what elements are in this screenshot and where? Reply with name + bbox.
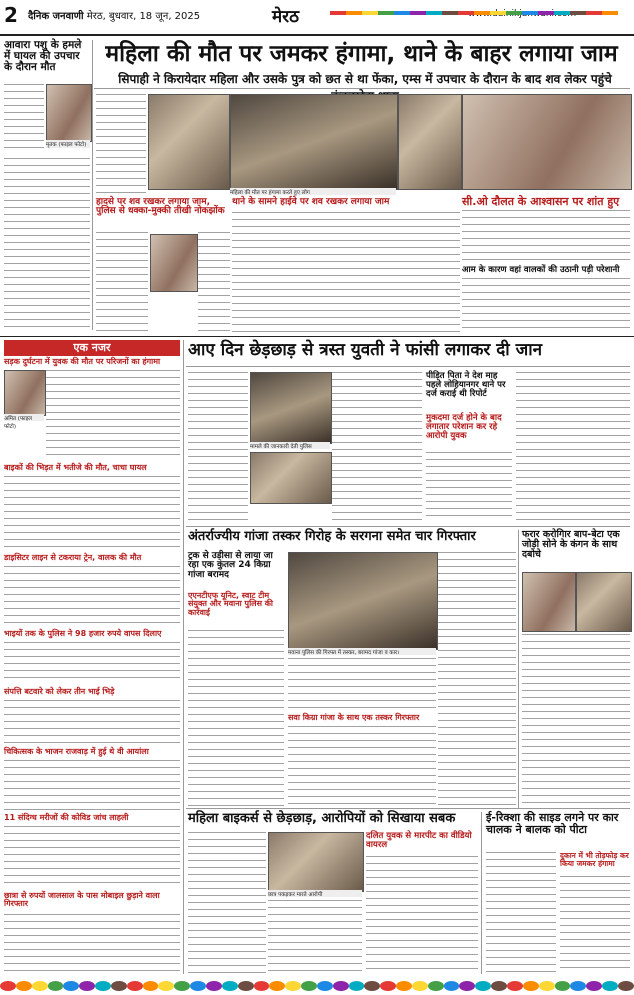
mid-text-col1: [188, 372, 248, 522]
bike-text-3: [366, 856, 478, 974]
main-photo-3: [398, 94, 462, 190]
side-story-text: [426, 452, 512, 522]
color-swatch: [570, 11, 586, 15]
color-swatch: [602, 11, 618, 15]
color-swatch: [444, 981, 460, 991]
color-swatch: [396, 981, 412, 991]
lower-divider: [186, 808, 630, 809]
color-swatch: [16, 981, 32, 991]
color-swatch: [442, 11, 458, 15]
bike-headline: महिला बाइकर्स से छेड़छाड़, आरोपियों को सिखाया सबक: [188, 811, 456, 826]
ek-nazar-item-1: सड़क दुर्घटना में युवक की मौत पर परिजनों का हंगामा: [4, 357, 161, 366]
color-swatch: [538, 11, 554, 15]
main-photo-1: [148, 94, 230, 190]
section-divider: [0, 336, 634, 337]
right-photo: [462, 94, 632, 190]
ek-nazar-item-3: डाइसिटर लाइन से टकराया ट्रेन, वालक की मौत: [4, 553, 142, 562]
ek-nazar-text-4: [4, 642, 180, 684]
color-swatch: [63, 981, 79, 991]
color-swatch: [301, 981, 317, 991]
color-swatch: [378, 11, 394, 15]
color-swatch: [618, 981, 634, 991]
father-son-text: [522, 634, 630, 806]
color-swatch: [254, 981, 270, 991]
color-strip-bottom: [0, 976, 634, 988]
column-rule-4: [481, 812, 482, 974]
left-story-text: [4, 84, 44, 154]
main-text-col1: [96, 94, 146, 194]
main-photo-2: [230, 94, 398, 190]
ek-nazar-text-5: [4, 700, 180, 744]
color-swatch: [380, 981, 396, 991]
ek-nazar-item-7: 11 संदिग्ध मरीजों की कोविड जांच लाहली: [4, 813, 129, 822]
color-swatch: [570, 981, 586, 991]
father-son-headline: फरार करोगिार बाप-बेटा एक जोड़ी सोने के कंगन के साथ दबोचे: [522, 529, 620, 560]
page-header: [0, 0, 634, 36]
right-story-body: [462, 278, 630, 332]
color-swatch: [111, 981, 127, 991]
color-swatch: [555, 981, 571, 991]
ganja-headline: अंतर्राज्यीय गांजा तस्कर गिरोह के सरगना समेत चार गिरफ्तार: [188, 529, 476, 544]
ganja-caption: मवाना पुलिस की गिरफ्त में तस्कर, बरामद गांजा व कार।: [288, 648, 436, 655]
ganja-text-1: [188, 630, 284, 806]
ek-nazar-text-6: [4, 760, 180, 810]
color-swatch: [158, 981, 174, 991]
ek-nazar-item-2: बाइकों की भिड़त में भतीजे की मौत, चाचा घायल: [4, 463, 147, 472]
ek-nazar-text-2: [4, 476, 180, 550]
page-number: 2: [4, 3, 18, 27]
ek-nazar-title: एक नजर: [4, 340, 180, 356]
ek-nazar-item-8: छात्रा से रुपयों जालसाल के पास मोबाइल छुड़ाने वाला गिरफ्तार: [4, 891, 160, 909]
color-swatch: [364, 981, 380, 991]
mid-rule: [186, 366, 630, 367]
color-swatch: [459, 981, 475, 991]
color-swatch: [317, 981, 333, 991]
color-swatch: [346, 11, 362, 15]
color-swatch: [539, 981, 555, 991]
color-swatch: [333, 981, 349, 991]
color-swatch: [127, 981, 143, 991]
ek-nazar-text-7: [4, 826, 180, 888]
color-swatch: [330, 11, 346, 15]
color-swatch: [586, 11, 602, 15]
bike-text-2: [268, 900, 362, 974]
ek-nazar-column: [4, 358, 180, 974]
ek-nazar-text-3: [4, 566, 180, 626]
color-swatch: [491, 981, 507, 991]
main-subhead: सिपाही ने किरायेदार महिला और उसके पुत्र को छत से था फेंका, एम्स में उपचार के दौरान के बाद शव लेकर पहुंचे: [118, 72, 612, 86]
color-swatch: [586, 981, 602, 991]
color-swatch: [222, 981, 238, 991]
ek-nazar-item-4: भाइयों तक के पुलिस ने 98 हजार रुपये वापस दिलाए: [4, 629, 162, 638]
color-swatch: [32, 981, 48, 991]
left-story-body: [4, 158, 90, 330]
ganja-photo: [288, 552, 438, 650]
color-swatch: [490, 11, 506, 15]
color-swatch: [349, 981, 365, 991]
city-title: मेरठ: [272, 7, 299, 27]
color-swatch: [426, 11, 442, 15]
side-story-subhead: मुकदमा दर्ज होने के बाद लगातार परेशान कर रहे आरोपी युवक: [426, 413, 502, 441]
color-swatch: [602, 981, 618, 991]
ganja-subhead: ट्रक से उड़ीसा से लाया जा रहा एक कुंतल 24 किग्रा गांजा बरामद: [188, 551, 273, 580]
column-rule: [92, 40, 93, 330]
color-swatch: [475, 981, 491, 991]
color-swatch: [523, 981, 539, 991]
ganja-subhead-2: एएनटीएफ यूनिट, स्वाट टीम संयुक्त और मवाना पुलिस की कार्रवाई: [188, 591, 273, 617]
main-rule: [94, 88, 630, 89]
main-photo-caption: महिला की मौत पर हंगामा करते हुए लोग: [230, 188, 396, 195]
ganja-subhead-3: सवा किग्रा गांजा के साथ एक तस्कर गिरफ्तार: [288, 713, 420, 722]
ek-nazar-photo: [4, 370, 46, 416]
main-text-col4: [232, 212, 460, 332]
color-swatch: [428, 981, 444, 991]
color-swatch: [95, 981, 111, 991]
right-story-headline: सी.ओ दौलत के आश्वासन पर शांत हुए: [462, 195, 620, 208]
side-story-headline: पीड़ित पिता ने देश माह पहले लोहियानगर थाने पर दर्ज कराई थी रिपोर्ट: [426, 371, 506, 399]
color-swatch: [394, 11, 410, 15]
ek-nazar-text-8: [4, 914, 180, 972]
mid-text-col2: [332, 372, 422, 522]
color-swatch: [474, 11, 490, 15]
color-swatch: [238, 981, 254, 991]
color-swatch: [269, 981, 285, 991]
erickshaw-headline: ई-रिक्शा की साइड लगने पर कार चालक ने बालक को पीटा: [486, 811, 619, 836]
color-swatch: [285, 981, 301, 991]
ganja-text-3: [288, 726, 436, 806]
ek-nazar-caption: अमित (फाइल फोटो): [4, 414, 44, 421]
main-text-col3: [198, 232, 230, 332]
color-swatch: [48, 981, 64, 991]
color-strip-top: [330, 0, 630, 4]
mid-photo-caption: मामले की जानकारी देती पुलिस: [250, 442, 330, 449]
color-swatch: [554, 11, 570, 15]
main-headline: महिला की मौत पर जमकर हंगामा, थाने के बाहर लगाया जाम: [105, 41, 618, 67]
ganja-text-4: [438, 552, 516, 806]
color-swatch: [79, 981, 95, 991]
dateline: मेरठ, बुधवार, 18 जून, 2025: [86, 11, 201, 22]
color-swatch: [0, 981, 16, 991]
right-story-text: [462, 210, 630, 264]
color-swatch: [522, 11, 538, 15]
ek-nazar-text-1: [46, 370, 180, 460]
mid-headline: आए दिन छेड़छाड़ से त्रस्त युवती ने फांसी लगाकर दी जान: [188, 340, 543, 360]
father-son-photo-1: [522, 572, 576, 632]
paper-name: दैनिक जनवाणी: [28, 11, 84, 22]
section-head-2: थाने के सामने हाईवे पर शव रखकर लगाया जाम: [232, 197, 390, 207]
mid-divider: [186, 526, 630, 527]
father-son-photo-2: [576, 572, 632, 632]
ganja-text-2: [288, 658, 436, 712]
color-swatch: [174, 981, 190, 991]
bike-text-1: [188, 832, 266, 974]
ek-nazar-item-5: संपत्ति बटवारे को लेकर तीन भाई भिड़े: [4, 687, 115, 696]
color-swatch: [410, 11, 426, 15]
left-story-headline: आवारा पशु के हमले में घायल की उपचार के दौरान मौत: [4, 39, 82, 74]
main-text-col2: [96, 232, 148, 332]
mid-photo-2: [250, 452, 332, 504]
paper-name-dateline: [28, 8, 200, 22]
color-swatch: [458, 11, 474, 15]
side-story-text-2: [516, 372, 630, 522]
color-swatch: [362, 11, 378, 15]
color-swatch: [506, 11, 522, 15]
erickshaw-text-2: [560, 876, 630, 974]
section-head-1: हादसे पर शव रखकर लगाया जाम, पुलिस से धक्का-मुक्की तीखी नोकझोंक: [96, 197, 225, 217]
left-story-photo: [46, 84, 92, 142]
bike-photo: [268, 832, 364, 892]
left-story-caption: मृतक (फाइल फोटो): [46, 140, 90, 148]
bike-sub: दलित युवक से मारपीट का वीडियो वायरल: [366, 831, 472, 850]
erickshaw-text-1: [486, 852, 556, 974]
color-swatch: [190, 981, 206, 991]
inset-photo: [150, 234, 198, 292]
ek-nazar-item-6: चिकित्सक के भाजन राजवाड़ में हुई थे वी आयांला: [4, 747, 149, 756]
color-swatch: [143, 981, 159, 991]
color-swatch: [412, 981, 428, 991]
color-swatch: [206, 981, 222, 991]
column-rule-3: [518, 530, 519, 808]
mid-photo-1: [250, 372, 332, 444]
right-story-subhead: आम के कारण वहां वालकों की उठानी पड़ी परेशानी: [462, 265, 620, 275]
erickshaw-subhead: दुकान में भी तोड़फोड़ कर किया जमकर हंगामा: [560, 851, 629, 868]
bike-caption: छात्र पकड़कर मारते आरोपी: [268, 890, 362, 897]
column-rule-2: [183, 340, 184, 974]
color-swatch: [507, 981, 523, 991]
